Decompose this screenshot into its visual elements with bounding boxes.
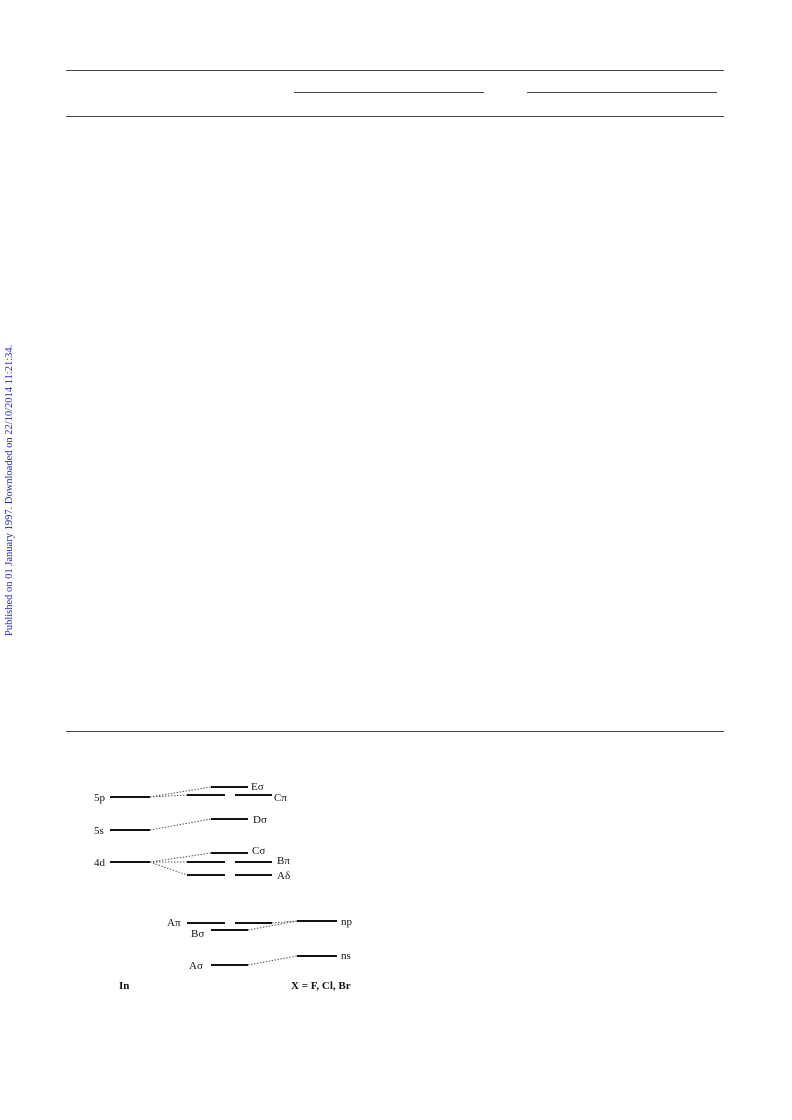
label-b-pi: Bπ (277, 855, 290, 867)
label-e-sigma: Eσ (251, 781, 264, 793)
label-4d: 4d (94, 857, 105, 869)
label-ns: ns (341, 950, 351, 962)
label-np: np (341, 916, 352, 928)
footer-left-label: In (119, 980, 130, 992)
label-a-sigma: Aσ (189, 960, 203, 972)
label-5s: 5s (94, 825, 104, 837)
label-5p: 5p (94, 792, 105, 804)
label-b-sigma: Bσ (191, 928, 205, 940)
label-c-pi: Cπ (274, 792, 287, 804)
label-a-delta: Aδ (277, 870, 291, 882)
publication-note: Published on 01 January 1997. Downloaded on 22/10/2014 11:21:34. (4, 344, 15, 636)
label-d-sigma: Dσ (253, 814, 267, 826)
label-a-pi: Aπ (167, 917, 181, 929)
label-c-sigma: Cσ (252, 845, 266, 857)
footer-right-label: X = F, Cl, Br (291, 980, 351, 992)
